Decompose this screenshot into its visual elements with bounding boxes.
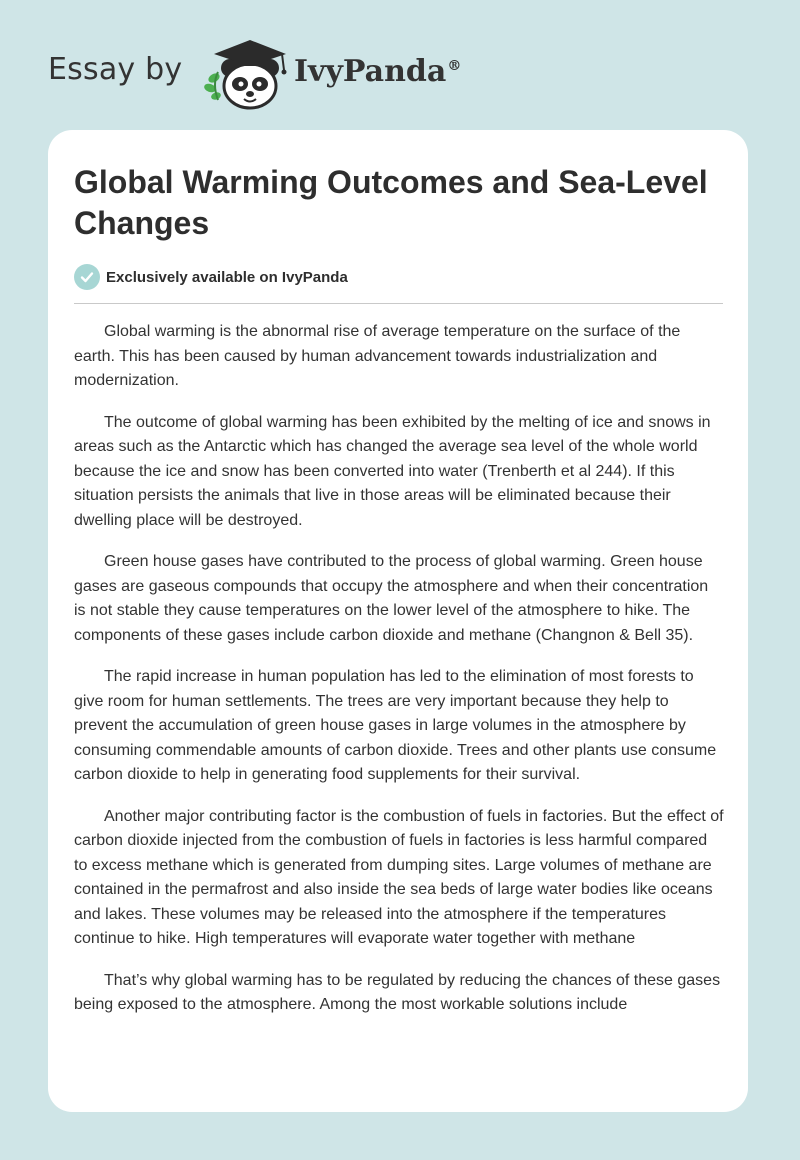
essay-card: [48, 130, 748, 1112]
paragraph: That’s why global warming has to be regulated by reducing the chances of these gases being exposed to the atmosphere. Among the most workable solutions include: [74, 971, 721, 1013]
paragraph: Global warming is the abnormal rise of average temperature on the surface of the earth. This has been caused by human advancement towards industrialization and modernization.: [74, 323, 681, 389]
paragraph: Green house gases have contributed to the process of global warming. Green house gases are gaseous compounds that occupy the atmosphere and when their concentration is not stable they cause temperatures on the lower level of the atmosphere to hike. The components of these gases include carbon dioxide and methane (Changnon & Bell 35).: [74, 553, 709, 644]
site-header: [48, 34, 548, 110]
essay-title: Global Warming Outcomes and Sea-Level Changes: [74, 164, 708, 241]
exclusive-badge: [74, 264, 348, 290]
exclusive-badge-text: Exclusively available on IvyPanda: [106, 268, 348, 286]
paragraph: Another major contributing factor is the combustion of fuels in factories. But the effect of carbon dioxide injected from the combustion of fuels in factories is less harmful compared to excess methane which is generated from dumping sites. Large volumes of methane are contained in the permafrost and also inside the sea beds of large water bodies like oceans and lakes. These volumes may be released into the atmosphere if the temperatures continue to hike. High temperatures will evaporate water together with methane: [74, 807, 724, 947]
check-icon: [74, 264, 100, 290]
divider: [74, 303, 723, 304]
panda-logo-icon[interactable]: [202, 34, 292, 110]
paragraph: The outcome of global warming has been exhibited by the melting of ice and snows in areas such as the Antarctic which has changed the average sea level of the whole world because the ice and snow has been converted into water (Trenberth et al 244). If this situation persists the animals that live in those areas will be eliminated because their dwelling place will be destroyed.: [74, 413, 711, 529]
paragraph: The rapid increase in human population has led to the elimination of most forests to give room for human settlements. The trees are very important because they help to prevent the accumulation of green house gases in large volumes in the atmosphere by consuming commendable amounts of carbon dioxide. Trees and other plants use consume carbon dioxide to help in generating food supplements for their survival.: [74, 668, 717, 783]
registered-mark: ®: [447, 58, 462, 74]
essay-body: [74, 320, 724, 1035]
brand-name[interactable]: IvyPanda®: [294, 54, 462, 89]
essay-by-label: Essay by: [48, 52, 183, 87]
